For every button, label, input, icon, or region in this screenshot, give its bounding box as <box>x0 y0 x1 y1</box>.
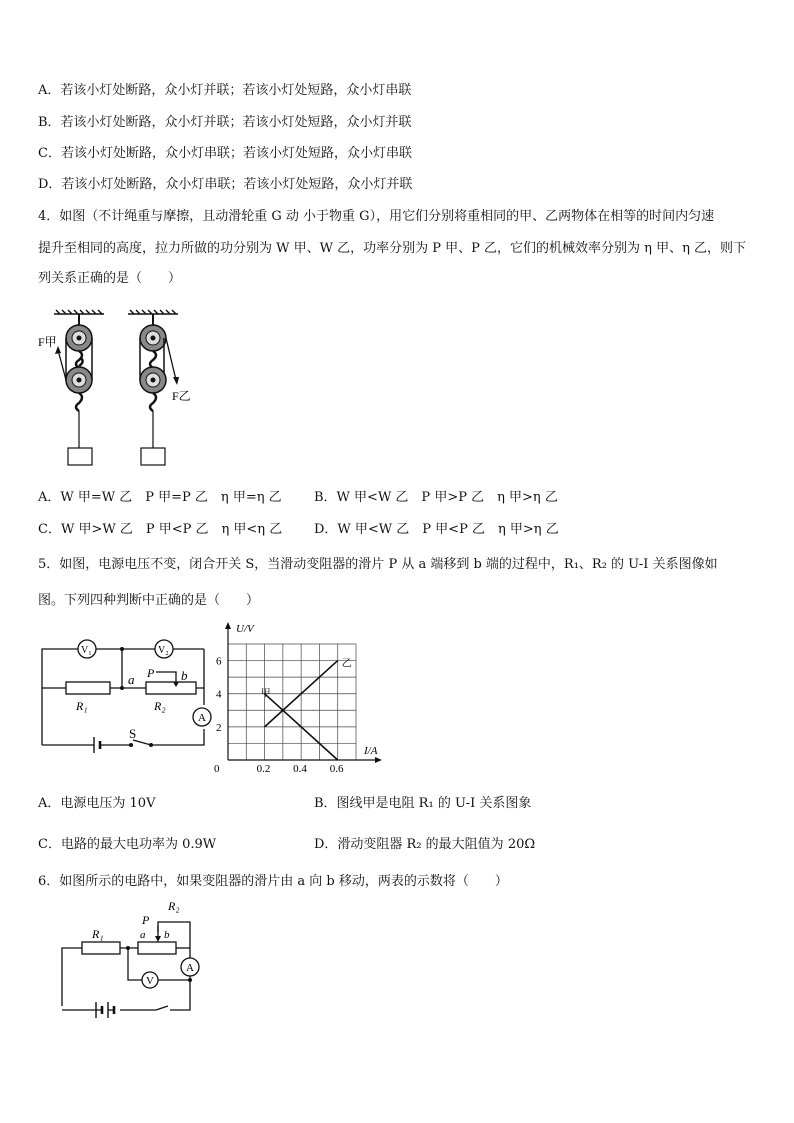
q6-voltmeter-label: V <box>146 975 154 987</box>
x-tick-label: 0.2 <box>256 763 271 775</box>
q4-system-jia <box>55 314 92 465</box>
q4-f-jia-label: F甲 <box>38 335 57 349</box>
q6-r1-label: R₁ <box>92 927 104 941</box>
q5-v2-label: V₂ <box>158 645 169 656</box>
x-tick-label: 0.6 <box>329 763 344 775</box>
q6-stem: 6．如图所示的电路中，如果变阻器的滑片由 a 向 b 移动，两表的示数将（ ） <box>38 874 508 889</box>
q6-a-label: a <box>140 929 146 941</box>
q4-pulley-figure <box>36 308 191 468</box>
q5-b-label: b <box>181 668 188 683</box>
q3-option-a: A．若该小灯处断路，众小灯并联；若该小灯处短路，众小灯串联 <box>38 83 412 98</box>
q3-option-b: B．若该小灯处断路，众小灯并联；若该小灯处短路，众小灯并联 <box>38 115 412 130</box>
q4-f-yi-label: F乙 <box>172 389 191 403</box>
y-axis-label: U/V <box>236 623 254 635</box>
q5-p-label: P <box>147 666 155 680</box>
q5-option-a: A．电源电压为 10V <box>38 796 156 811</box>
q6-r2-label: R₂ <box>168 899 180 913</box>
q5-ui-chart <box>212 620 390 775</box>
x-tick-label: 0.4 <box>293 763 307 775</box>
q5-option-c: C．电路的最大电功率为 0.9W <box>38 837 217 852</box>
q5-stem-line-2: 图。下列四种判断中正确的是（ ） <box>38 593 260 608</box>
y-tick-label: 2 <box>216 721 222 734</box>
q5-a-label: a <box>128 672 135 687</box>
q5-v1-label: V₁ <box>81 645 92 656</box>
q6-circuit-diagram <box>52 896 212 1020</box>
q5-stem-line-1: 5．如图，电源电压不变，闭合开关 S，当滑动变阻器的滑片 P 从 a 端移到 b 端的过程中，R₁、R₂ 的 U-I 关系图像如 <box>38 557 718 572</box>
q4-option-a: A．W 甲=W 乙 P 甲=P 乙 η 甲=η 乙 <box>38 490 282 505</box>
y-tick-label: 6 <box>216 655 222 668</box>
origin-label: 0 <box>214 763 220 775</box>
series-label-jia: 甲 <box>260 688 271 700</box>
q5-circuit-diagram <box>36 632 216 756</box>
x-axis-arrow <box>375 757 382 763</box>
q4-option-c: C．W 甲>W 乙 P 甲<P 乙 η 甲<η 乙 <box>38 522 283 537</box>
q4-stem-line-2: 提升至相同的高度，拉力所做的功分别为 W 甲、W 乙，功率分别为 P 甲、P 乙，它们的机械效率分别为 η 甲、η 乙，则下 <box>38 241 746 256</box>
q6-b-label: b <box>164 929 170 941</box>
x-axis-label: I/A <box>364 745 378 757</box>
q3-option-d: D．若该小灯处断路，众小灯串联；若该小灯处短路，众小灯并联 <box>38 177 413 192</box>
q6-ammeter-label: A <box>186 962 194 974</box>
q6-p-label: P <box>142 913 150 927</box>
q4-stem-line-3: 列关系正确的是（ ） <box>38 271 182 286</box>
y-tick-label: 4 <box>216 688 222 701</box>
q5-ammeter-label: A <box>198 712 206 724</box>
q5-option-d: D．滑动变阻器 R₂ 的最大阻值为 20Ω <box>314 837 536 852</box>
q4-stem-line-1: 4．如图（不计绳重与摩擦，且动滑轮重 G 动 小于物重 G），用它们分别将重相同的甲、乙两物体在相等的时间内匀速 <box>38 209 715 224</box>
q4-option-b: B．W 甲<W 乙 P 甲>P 乙 η 甲>η 乙 <box>314 490 558 505</box>
q5-switch-label: S <box>129 726 137 741</box>
q5-r1-label: R₁ <box>76 699 88 713</box>
q5-r2-label: R₂ <box>154 699 166 713</box>
y-axis-arrow <box>225 622 231 629</box>
series-label-yi: 乙 <box>341 658 352 670</box>
q5-option-b: B．图线甲是电阻 R₁ 的 U-I 关系图象 <box>314 796 532 811</box>
q3-option-c: C．若该小灯处断路，众小灯串联；若该小灯处短路，众小灯串联 <box>38 146 412 161</box>
q4-option-d: D．W 甲<W 乙 P 甲<P 乙 η 甲>η 乙 <box>314 522 559 537</box>
